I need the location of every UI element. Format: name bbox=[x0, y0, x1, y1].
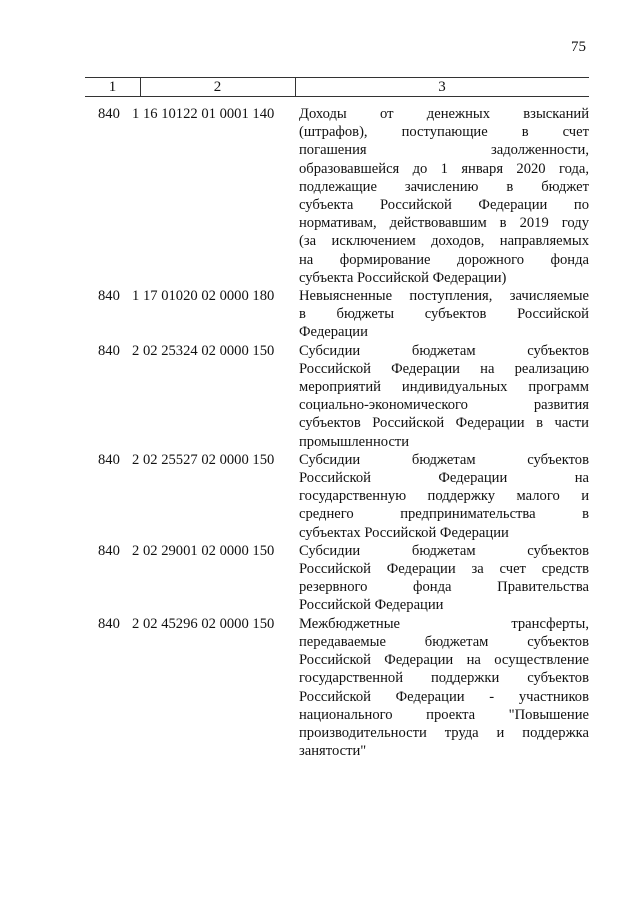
budget-classification-code: 1 16 10122 01 0001 140 bbox=[132, 106, 275, 122]
description-line: производительности труда и поддержка bbox=[299, 724, 589, 741]
description-line: Субсидии бюджетам субъектов bbox=[299, 542, 589, 559]
table-row bbox=[85, 287, 589, 342]
header-col-3: 3 bbox=[438, 79, 446, 95]
description-line: Федерации bbox=[299, 324, 368, 341]
description-line: государственной поддержки субъектов bbox=[299, 670, 589, 687]
income-description bbox=[299, 287, 589, 342]
income-description bbox=[299, 105, 589, 287]
description-line: Российской Федерации на осуществление bbox=[299, 652, 589, 669]
admin-code: 840 bbox=[98, 288, 120, 305]
description-line: субъекта Российской Федерации) bbox=[299, 269, 507, 286]
income-description bbox=[299, 615, 589, 761]
budget-classification-code: 2 02 25527 02 0000 150 bbox=[132, 451, 275, 468]
description-line: в бюджеты субъектов Российской bbox=[299, 306, 589, 323]
table-row bbox=[85, 451, 589, 542]
budget-classification-code: 2 02 45296 02 0000 150 bbox=[132, 615, 275, 632]
budget-classification-code: 2 02 25324 02 0000 150 bbox=[132, 342, 275, 359]
admin-code: 840 bbox=[98, 106, 120, 122]
description-line: социально-экономического развития bbox=[299, 397, 589, 414]
admin-code: 840 bbox=[98, 451, 120, 468]
description-line: субъекта Российской Федерации по bbox=[299, 197, 589, 214]
admin-code: 840 bbox=[98, 342, 120, 359]
description-line: национального проекта "Повышение bbox=[299, 706, 589, 723]
page-number: 75 bbox=[571, 39, 586, 55]
description-line: подлежащие зачислению в бюджет bbox=[299, 178, 589, 195]
table-row bbox=[85, 105, 589, 287]
description-line: (штрафов), поступающие в счет bbox=[299, 124, 589, 141]
description-line: Невыясненные поступления, зачисляемые bbox=[299, 288, 589, 305]
description-line: среднего предпринимательства в bbox=[299, 506, 589, 523]
table-row bbox=[85, 342, 589, 451]
table-row bbox=[85, 542, 589, 615]
description-line: нормативам, действовавшим в 2019 году bbox=[299, 215, 589, 232]
admin-code: 840 bbox=[98, 542, 120, 559]
description-line: субъектах Российской Федерации bbox=[299, 524, 509, 541]
income-description bbox=[299, 451, 589, 542]
description-line: образовавшейся до 1 января 2020 года, bbox=[299, 160, 589, 177]
description-line: мероприятий индивидуальных программ bbox=[299, 379, 589, 396]
admin-code: 840 bbox=[98, 615, 120, 632]
income-description bbox=[299, 342, 589, 451]
description-line: Российской Федерации на bbox=[299, 470, 589, 487]
table-header bbox=[85, 77, 589, 97]
header-col-1: 1 bbox=[85, 78, 141, 96]
description-line: резервного фонда Правительства bbox=[299, 579, 589, 596]
table-body bbox=[85, 105, 589, 760]
description-line: Доходы от денежных взысканий bbox=[299, 106, 589, 122]
description-line: Российской Федерации - участников bbox=[299, 688, 589, 705]
header-col-2: 2 bbox=[140, 78, 296, 96]
description-line: субъектов Российской Федерации в части bbox=[299, 415, 589, 432]
budget-classification-code: 1 17 01020 02 0000 180 bbox=[132, 288, 275, 305]
description-line: Российской Федерации на реализацию bbox=[299, 360, 589, 377]
description-line: Субсидии бюджетам субъектов bbox=[299, 451, 589, 468]
income-description bbox=[299, 542, 589, 615]
description-line: государственную поддержку малого и bbox=[299, 488, 589, 505]
description-line: Российской Федерации за счет средств bbox=[299, 561, 589, 578]
description-line: передаваемые бюджетам субъектов bbox=[299, 633, 589, 650]
description-line: занятости" bbox=[299, 743, 367, 760]
description-line: (за исключением доходов, направляемых bbox=[299, 233, 589, 250]
description-line: Межбюджетные трансферты, bbox=[299, 615, 589, 632]
budget-classification-code: 2 02 29001 02 0000 150 bbox=[132, 542, 275, 559]
description-line: Субсидии бюджетам субъектов bbox=[299, 342, 589, 359]
description-line: погашения задолженности, bbox=[299, 142, 589, 159]
description-line: на формирование дорожного фонда bbox=[299, 251, 589, 268]
table-row bbox=[85, 615, 589, 761]
description-line: промышленности bbox=[299, 433, 410, 450]
description-line: Российской Федерации bbox=[299, 597, 444, 614]
